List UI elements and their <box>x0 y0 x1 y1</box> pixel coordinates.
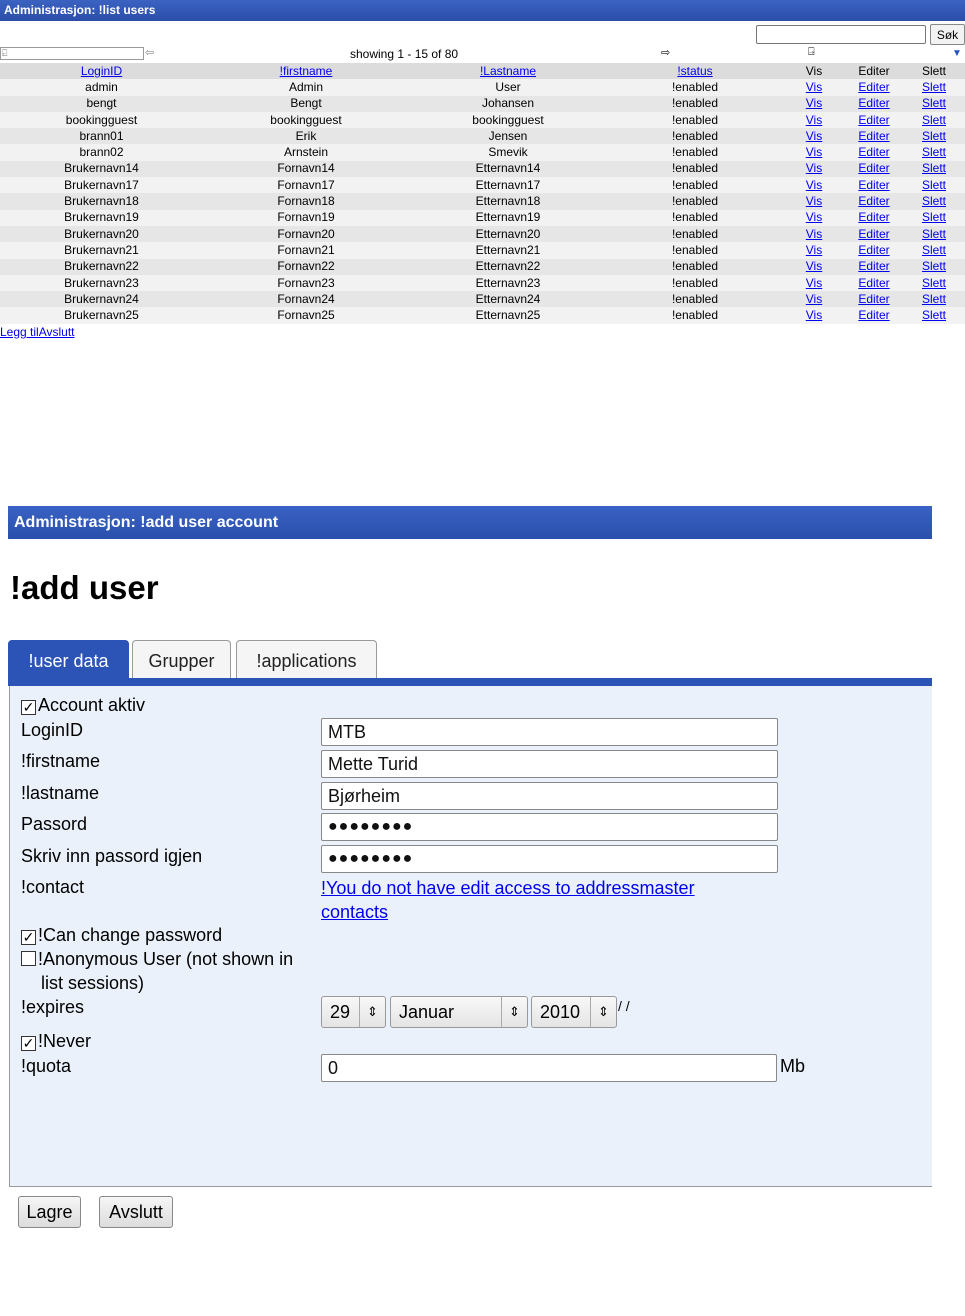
delete-link[interactable]: Slett <box>921 210 946 225</box>
table-header-row <box>0 63 965 79</box>
cell-lastname: Etternavn19 <box>475 210 541 225</box>
cell-loginid: Brukernavn23 <box>64 275 139 290</box>
cell-lastname: Etternavn20 <box>475 226 541 241</box>
table-row <box>0 291 965 307</box>
table-row <box>0 144 965 160</box>
table-row <box>0 193 965 209</box>
next-page-icon[interactable]: ⇨ <box>661 47 671 59</box>
password-input[interactable]: ●●●●●●●● <box>321 813 778 841</box>
cell-firstname: Fornavn22 <box>277 259 335 274</box>
search-button[interactable]: Søk <box>930 24 965 45</box>
cell-loginid: admin <box>85 79 118 94</box>
cell-lastname: bookingguest <box>472 112 544 127</box>
cell-loginid: bengt <box>86 96 117 111</box>
table-row <box>0 242 965 258</box>
vis-link[interactable]: Vis <box>805 259 823 274</box>
cell-loginid: Brukernavn22 <box>64 259 139 274</box>
cell-status: !enabled <box>671 291 719 306</box>
cell-status: !enabled <box>671 308 719 323</box>
can-change-password-row <box>21 924 222 946</box>
cell-loginid: Brukernavn24 <box>64 291 139 306</box>
loginid-label: LoginID <box>21 720 84 740</box>
table-row <box>0 226 965 242</box>
column-header-slett: Slett <box>921 63 946 78</box>
table-row <box>0 96 965 112</box>
cell-status: !enabled <box>671 242 719 257</box>
password-repeat-label: Skriv inn passord igjen <box>21 846 203 866</box>
cell-lastname: Jensen <box>488 128 528 143</box>
pagination-bar <box>0 46 965 62</box>
cell-lastname: User <box>495 79 521 94</box>
cell-firstname: Fornavn19 <box>277 210 335 225</box>
cell-firstname: Bengt <box>290 96 322 111</box>
never-checkbox[interactable]: ✓ <box>22 1035 35 1051</box>
cell-loginid: Brukernavn25 <box>64 308 139 323</box>
vis-link[interactable]: Vis <box>805 308 823 323</box>
add-user-link[interactable]: Legg til <box>0 325 39 339</box>
delete-link[interactable]: Slett <box>921 79 946 94</box>
expires-day-select[interactable]: 29 ⇕ <box>321 996 386 1028</box>
lastname-input[interactable]: Bjørheim <box>321 782 778 810</box>
vis-link[interactable]: Vis <box>805 145 823 160</box>
cell-firstname: Fornavn14 <box>277 161 335 176</box>
edit-link[interactable]: Editer <box>858 161 890 176</box>
cell-lastname: Etternavn25 <box>475 308 541 323</box>
delete-link[interactable]: Slett <box>921 161 946 176</box>
column-header-lastname[interactable]: !Lastname <box>479 63 537 78</box>
column-header-loginid[interactable]: LoginID <box>80 63 123 78</box>
vis-link[interactable]: Vis <box>805 112 823 127</box>
expires-label: !expires <box>21 997 85 1017</box>
delete-link[interactable]: Slett <box>921 194 946 209</box>
cell-lastname: Etternavn17 <box>475 177 541 192</box>
edit-link[interactable]: Editer <box>858 79 890 94</box>
cell-status: !enabled <box>671 79 719 94</box>
cell-status: !enabled <box>671 226 719 241</box>
cell-firstname: Arnstein <box>283 145 329 160</box>
save-button[interactable]: Lagre <box>18 1196 81 1228</box>
edit-link[interactable]: Editer <box>858 226 890 241</box>
table-row <box>0 112 965 128</box>
vis-link[interactable]: Vis <box>805 161 823 176</box>
contact-link[interactable]: !You do not have edit access to addressmaster contacts <box>321 878 695 922</box>
cell-firstname: bookingguest <box>270 112 342 127</box>
vis-link[interactable]: Vis <box>805 79 823 94</box>
edit-link[interactable]: Editer <box>858 112 890 127</box>
password-label: Passord <box>21 814 88 834</box>
delete-link[interactable]: Slett <box>921 128 946 143</box>
table-row <box>0 275 965 291</box>
cell-loginid: Brukernavn20 <box>64 226 139 241</box>
add-user-header: Administrasjon: !add user account <box>8 506 932 539</box>
cell-firstname: Admin <box>288 79 323 94</box>
previous-page-icon[interactable]: ⇦ <box>145 47 155 59</box>
vis-link[interactable]: Vis <box>805 194 823 209</box>
table-row <box>0 161 965 177</box>
delete-link[interactable]: Slett <box>921 259 946 274</box>
delete-link[interactable]: Slett <box>921 242 946 257</box>
column-header-status[interactable]: !status <box>677 63 713 78</box>
tab-applications[interactable]: !applications <box>236 640 377 681</box>
edit-link[interactable]: Editer <box>858 291 890 306</box>
cell-loginid: Brukernavn14 <box>64 161 139 176</box>
cell-status: !enabled <box>671 145 719 160</box>
quota-unit: Mb <box>780 1056 806 1076</box>
table-row <box>0 128 965 144</box>
cell-loginid: Brukernavn17 <box>64 177 139 192</box>
select-updown-icon: ⇕ <box>359 997 385 1027</box>
last-page-icon[interactable]: ⍈ <box>808 46 815 58</box>
anonymous-label-continued: list sessions) <box>41 973 145 993</box>
cell-status: !enabled <box>671 177 719 192</box>
tab-user-data[interactable]: !user data <box>8 640 129 681</box>
password-repeat-input[interactable]: ●●●●●●●● <box>321 845 778 873</box>
can-change-password-checkbox[interactable]: ✓ <box>22 929 35 945</box>
list-actions <box>0 325 75 339</box>
lastname-label: !lastname <box>21 783 100 803</box>
quota-input[interactable]: 0 <box>321 1054 777 1082</box>
edit-link[interactable]: Editer <box>858 194 890 209</box>
table-row <box>0 210 965 226</box>
table-row <box>0 177 965 193</box>
loginid-input[interactable]: MTB <box>321 718 778 746</box>
cell-firstname: Fornavn21 <box>277 242 335 257</box>
edit-link[interactable]: Editer <box>858 259 890 274</box>
table-row <box>0 259 965 275</box>
showing-count: showing 1 - 15 of 80 <box>350 47 459 61</box>
account-active-checkbox[interactable]: ✓ <box>22 699 35 715</box>
date-separator: / / <box>618 998 630 1014</box>
delete-link[interactable]: Slett <box>921 226 946 241</box>
delete-link[interactable]: Slett <box>921 291 946 306</box>
cell-firstname: Fornavn17 <box>277 177 335 192</box>
never-row <box>21 1030 91 1052</box>
vis-link[interactable]: Vis <box>805 275 823 290</box>
delete-link[interactable]: Slett <box>921 112 946 127</box>
tab-grupper[interactable]: Grupper <box>132 640 231 681</box>
expires-month-select[interactable]: Januar ⇕ <box>390 996 528 1028</box>
cell-firstname: Fornavn18 <box>277 194 335 209</box>
delete-link[interactable]: Slett <box>921 145 946 160</box>
edit-link[interactable]: Editer <box>858 145 890 160</box>
cell-loginid: brann02 <box>79 145 124 160</box>
cell-lastname: Etternavn21 <box>475 242 541 257</box>
cell-lastname: Smevik <box>488 145 528 160</box>
cell-lastname: Etternavn14 <box>475 161 541 176</box>
vis-link[interactable]: Vis <box>805 226 823 241</box>
select-updown-icon: ⇕ <box>590 997 616 1027</box>
cell-firstname: Fornavn24 <box>277 291 335 306</box>
edit-link[interactable]: Editer <box>858 177 890 192</box>
list-users-header: Administrasjon: !list users <box>0 0 965 21</box>
cell-status: !enabled <box>671 259 719 274</box>
cell-status: !enabled <box>671 128 719 143</box>
table-row <box>0 79 965 95</box>
edit-link[interactable]: Editer <box>858 96 890 111</box>
firstname-label: !firstname <box>21 751 101 771</box>
vis-link[interactable]: Vis <box>805 210 823 225</box>
delete-link[interactable]: Slett <box>921 275 946 290</box>
expires-year-select[interactable]: 2010 ⇕ <box>531 996 617 1028</box>
first-page-icon[interactable]: ⍇ <box>0 47 144 60</box>
page-title: !add user <box>10 569 159 606</box>
anonymous-checkbox[interactable] <box>21 951 36 966</box>
vis-link[interactable]: Vis <box>805 96 823 111</box>
cell-status: !enabled <box>671 161 719 176</box>
cell-loginid: Brukernavn21 <box>64 242 139 257</box>
cell-status: !enabled <box>671 96 719 111</box>
edit-link[interactable]: Editer <box>858 210 890 225</box>
cell-lastname: Etternavn18 <box>475 194 541 209</box>
account-active-label: Account aktiv <box>38 695 146 715</box>
anonymous-label: !Anonymous User (not shown in <box>38 949 294 969</box>
edit-link[interactable]: Editer <box>858 128 890 143</box>
column-header-vis: Vis <box>805 63 823 78</box>
cancel-button[interactable]: Avslutt <box>99 1196 173 1228</box>
cell-loginid: bookingguest <box>65 112 138 127</box>
tab-underline <box>8 678 932 686</box>
vis-link[interactable]: Vis <box>805 128 823 143</box>
delete-link[interactable]: Slett <box>921 308 946 323</box>
cell-status: !enabled <box>671 210 719 225</box>
cell-loginid: Brukernavn19 <box>64 210 139 225</box>
anonymous-row <box>21 948 293 970</box>
users-table <box>0 63 965 324</box>
cell-firstname: Fornavn23 <box>277 275 335 290</box>
edit-link[interactable]: Editer <box>858 308 890 323</box>
cell-status: !enabled <box>671 112 719 127</box>
cell-lastname: Etternavn22 <box>475 259 541 274</box>
cell-firstname: Fornavn25 <box>277 308 335 323</box>
cell-status: !enabled <box>671 275 719 290</box>
close-list-link[interactable]: Avslutt <box>38 325 75 339</box>
edit-link[interactable]: Editer <box>858 275 890 290</box>
cell-loginid: Brukernavn18 <box>64 194 139 209</box>
vis-link[interactable]: Vis <box>805 291 823 306</box>
cell-firstname: Erik <box>295 128 317 143</box>
column-header-editer: Editer <box>858 63 890 78</box>
search-input[interactable] <box>756 25 926 44</box>
delete-link[interactable]: Slett <box>921 96 946 111</box>
firstname-input[interactable]: Mette Turid <box>321 750 778 778</box>
vis-link[interactable]: Vis <box>805 177 823 192</box>
delete-link[interactable]: Slett <box>921 177 946 192</box>
cell-firstname: Fornavn20 <box>277 226 335 241</box>
cell-lastname: Johansen <box>481 96 535 111</box>
edit-link[interactable]: Editer <box>858 242 890 257</box>
column-header-firstname[interactable]: !firstname <box>279 63 333 78</box>
account-active-row <box>21 694 145 716</box>
cell-lastname: Etternavn23 <box>475 275 541 290</box>
never-label: !Never <box>38 1031 92 1051</box>
cell-loginid: brann01 <box>79 128 124 143</box>
vis-link[interactable]: Vis <box>805 242 823 257</box>
can-change-password-label: !Can change password <box>38 925 223 945</box>
sort-down-icon[interactable]: ▼ <box>952 48 962 59</box>
cell-lastname: Etternavn24 <box>475 291 541 306</box>
quota-label: !quota <box>21 1056 72 1076</box>
contact-label: !contact <box>21 877 85 897</box>
select-updown-icon: ⇕ <box>501 997 527 1027</box>
cell-status: !enabled <box>671 194 719 209</box>
table-row <box>0 307 965 323</box>
